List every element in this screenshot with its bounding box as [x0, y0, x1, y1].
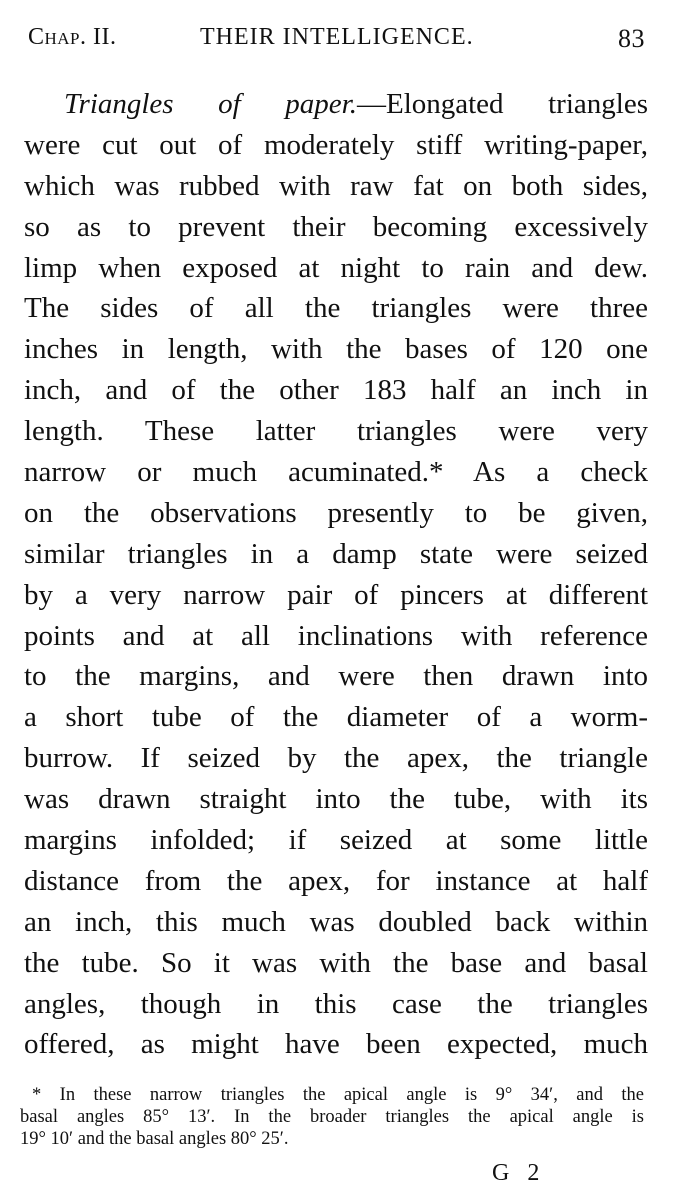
text-line: to the margins, and were then drawn into [24, 660, 648, 693]
text-line: The sides of all the triangles were three [24, 292, 648, 325]
text-line: so as to prevent their becoming excessively [24, 210, 648, 243]
text-line: an inch, this much was doubled back within [24, 905, 648, 938]
text-line: similar triangles in a damp state were seized [24, 537, 648, 570]
text-line: a short tube of the diameter of a worm- [24, 701, 648, 734]
text-line: inch, and of the other 183 half an inch in [24, 374, 648, 407]
section-heading-italic: Triangles of paper. [64, 88, 357, 120]
chapter-label: Chap. II. [28, 24, 117, 50]
signature-mark: G 2 [492, 1160, 546, 1186]
text-line: —Elongated triangles [356, 88, 648, 120]
text-line: offered, as might have been expected, much [24, 1028, 648, 1061]
text-line: margins infolded; if seized at some little [24, 824, 648, 857]
text-line: points and at all inclinations with reference [24, 619, 648, 652]
footnote-line: basal angles 85° 13′. In the broader triangles the apical angle is [20, 1107, 644, 1127]
text-line: on the observations presently to be given, [24, 496, 648, 529]
text-line: by a very narrow pair of pincers at different [24, 578, 648, 611]
body-text [24, 84, 648, 1065]
text-line: the tube. So it was with the base and basal [24, 946, 648, 979]
footnote-line: 19° 10′ and the basal angles 80° 25′. [20, 1129, 289, 1149]
running-title: THEIR INTELLIGENCE. [200, 24, 474, 50]
paragraph-first-line [24, 84, 648, 125]
text-line: narrow or much acuminated.* As a check [24, 456, 648, 489]
footnote-line: * In these narrow triangles the apical angle is 9° 34′, and the [32, 1085, 644, 1105]
footnote [20, 1084, 644, 1150]
text-line: was drawn straight into the tube, with its [24, 783, 648, 816]
text-line: angles, though in this case the triangles [24, 987, 648, 1020]
text-line: limp when exposed at night to rain and dew. [24, 251, 648, 284]
text-line: length. These latter triangles were very [24, 415, 648, 448]
text-line: were cut out of moderately stiff writing-paper, [24, 128, 648, 161]
text-line: inches in length, with the bases of 120 one [24, 333, 648, 366]
text-line: which was rubbed with raw fat on both sides, [24, 169, 648, 202]
text-line: burrow. If seized by the apex, the triangle [24, 742, 648, 775]
page-number: 83 [618, 24, 645, 53]
running-head [28, 24, 649, 54]
text-line: distance from the apex, for instance at half [24, 864, 648, 897]
